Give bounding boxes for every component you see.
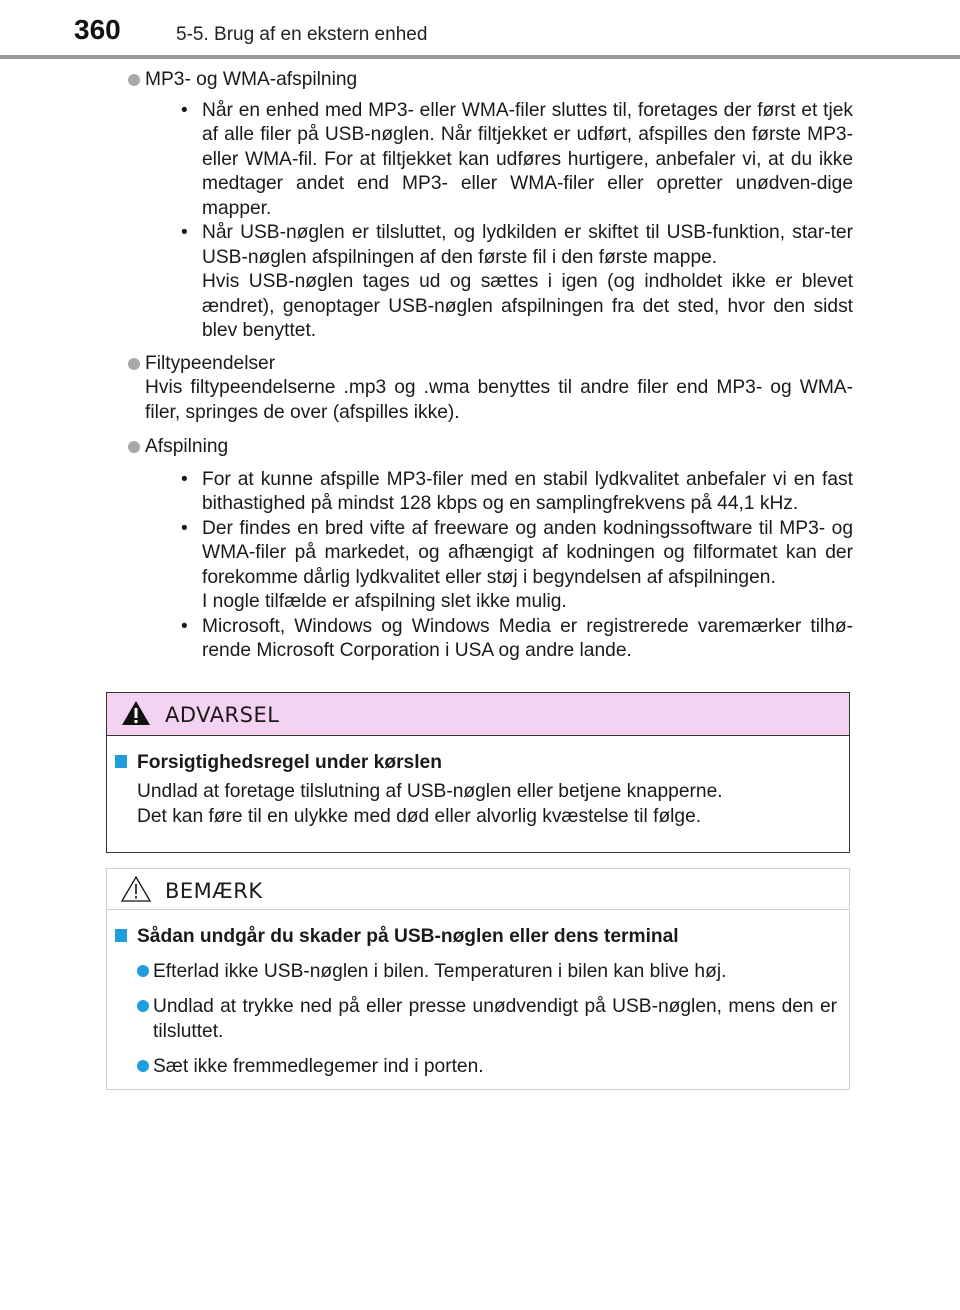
warning-title: Forsigtighedsregel under kørslen	[115, 750, 837, 775]
warning-header	[107, 693, 849, 736]
notice-item: Efterlad ikke USB-nøglen i bilen. Temperaturen i bilen kan blive høj.	[115, 959, 837, 984]
warning-triangle-icon	[121, 699, 151, 727]
section-mp3	[108, 68, 853, 344]
warning-label: ADVARSEL	[165, 703, 280, 727]
page-header	[0, 0, 960, 60]
item-title: Filtypeendelser	[145, 352, 276, 374]
grey-bullet-icon	[128, 441, 140, 453]
bullet-list	[145, 468, 853, 664]
list-item-continuation: I nogle tilfælde er afspilning slet ikke mulig.	[202, 591, 567, 612]
notice-body	[107, 910, 849, 1079]
list-item: • Microsoft, Windows og Windows Media er registrerede varemærker tilhø-rende Microsoft Corporation i USA og andre lande.	[181, 615, 853, 661]
list-item-continuation: Hvis USB-nøglen tages ud og sættes i igen (og indholdet ikke er blevet ændret), genoptager USB-nøglen afspilningen fra det sted, hvor den sidst blev benyttet.	[202, 271, 853, 341]
section-filetype	[108, 352, 853, 426]
notice-header	[107, 869, 849, 910]
list-item: • Når en enhed med MP3- eller WMA-filer sluttes til, foretages der først et tjek af alle filer på USB-nøglen. Når filtjekket er udført, afspilles den første MP3- eller WMA-fil. For at filtjekket kan udføres hurtigere, anbefaler vi, at du ikke medtager andet end MP3- eller WMA-filer eller opretter unødven-dige mapper.	[181, 99, 853, 219]
grey-bullet-icon	[128, 358, 140, 370]
warning-text: Undlad at foretage tilslutning af USB-nøglen eller betjene knapperne. Det kan føre til en ulykke med død eller alvorlig kvæstelse til følge.	[137, 781, 723, 827]
list-item: • For at kunne afspille MP3-filer med en stabil lydkvalitet anbefaler vi en fast bithastighed på mindst 128 kbps og en samplingfrekvens på 44,1 kHz.	[181, 468, 853, 514]
notice-item: Undlad at trykke ned på eller presse unødvendigt på USB-nøglen, mens den er tilsluttet.	[115, 994, 837, 1044]
caution-outline-icon	[121, 875, 151, 903]
blue-bullet-icon	[137, 1060, 149, 1072]
square-bullet-icon	[115, 755, 127, 768]
grey-bullet-icon	[128, 74, 140, 86]
section-playback	[108, 435, 853, 664]
warning-body	[107, 736, 849, 829]
item-title: Afspilning	[145, 436, 229, 457]
section-title: 5-5. Brug af en ekstern enhed	[176, 24, 428, 45]
notice-label: BEMÆRK	[165, 879, 263, 903]
square-bullet-icon	[115, 929, 127, 942]
main-content	[108, 68, 853, 664]
bullet-list	[145, 99, 853, 344]
notice-item: Sæt ikke fremmedlegemer ind i porten.	[115, 1054, 837, 1079]
blue-bullet-icon	[137, 1000, 149, 1012]
header-divider	[0, 55, 960, 59]
warning-box	[106, 692, 850, 853]
list-item: • Der findes en bred vifte af freeware og anden kodningssoftware til MP3- og WMA-filer på markedet, og afhængigt af kodningen og filformatet kan der forekomme dårlig lydkvalitet eller støj i begyndelsen af afspilningen.	[181, 517, 853, 588]
blue-bullet-icon	[137, 965, 149, 977]
item-title: MP3- og WMA-afspilning	[145, 69, 358, 90]
list-item: • Når USB-nøglen er tilsluttet, og lydkilden er skiftet til USB-funktion, star-ter USB-nøglen afspilningen af den første fil i den første mappe.	[181, 222, 853, 268]
notice-title: Sådan undgår du skader på USB-nøglen eller dens terminal	[115, 924, 837, 949]
notice-box	[106, 868, 850, 1090]
page-number: 360	[74, 14, 121, 45]
item-text: Hvis filtypeendelserne .mp3 og .wma benyttes til andre filer end MP3- og WMA-filer, springes de over (afspilles ikke).	[145, 377, 853, 423]
